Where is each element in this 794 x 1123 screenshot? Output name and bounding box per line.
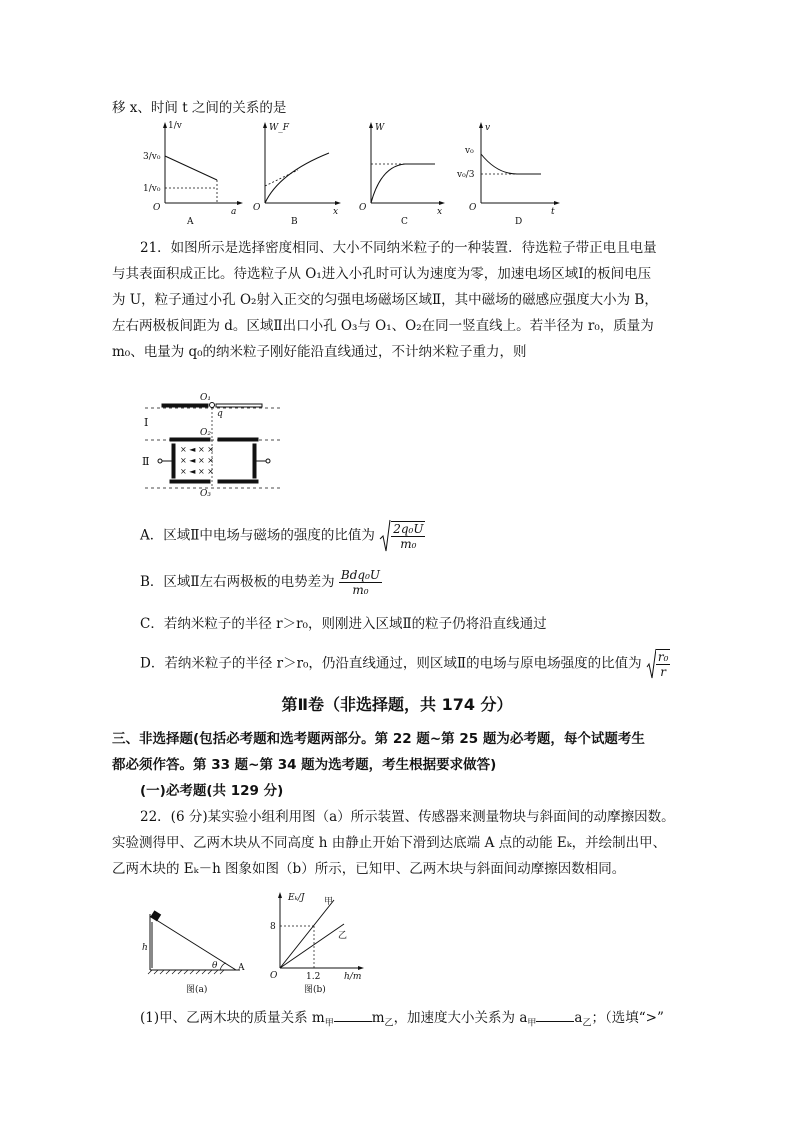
q21-option-a: A．区域Ⅱ中电场与磁场的强度的比值为 $\frac{\text{2q₀U}}{\text{m₀}}$ <box>140 519 425 553</box>
sqrt-icon: $\frac{\text{2q₀U}}{\text{m₀}}$ <box>379 519 425 553</box>
graph-d-tick-1: v₀ <box>465 146 474 156</box>
svg-text:× ◄ × ×: × ◄ × × <box>180 456 214 465</box>
label-o2: O₂ <box>200 428 211 438</box>
label-region2: Ⅱ <box>142 455 150 468</box>
graph-b-x-label: x <box>333 207 339 217</box>
fig-a-caption: 图(a) <box>186 985 208 995</box>
q22-line-2: 实验测得甲、乙两木块从不同高度 h 由静止开始下滑到达底端 A 点的动能 Eₖ，并绘制出甲、 <box>112 835 667 851</box>
fig-b-tick-x: 1.2 <box>306 972 321 982</box>
graph-c <box>359 122 445 227</box>
fig-b-y-label: Eₖ/J <box>288 893 305 903</box>
label-q: q <box>217 409 223 419</box>
graph-a-tick-1: 3/v₀ <box>143 152 161 162</box>
svg-text:O: O <box>270 971 278 981</box>
graph-d-y-label: v <box>485 123 491 133</box>
section-intro-2: 都必须作答。第 33 题~第 34 题为选考题，考生根据要求做答) <box>112 757 497 773</box>
graph-a-y-label: 1/v <box>168 121 182 131</box>
sqrt-icon: $\frac{\text{r₀}}{r}$ <box>646 648 671 680</box>
section-title: 第Ⅱ卷（非选择题，共 174 分） <box>281 695 513 714</box>
q22-line-3: 乙两木块的 Eₖ－h 图象如图（b）所示，已知甲、乙两木块与斜面间动摩擦因数相同。 <box>112 861 626 877</box>
fig-a-h: h <box>142 943 148 953</box>
fig-a-A: A <box>238 963 245 973</box>
graph-c-y-label: W <box>375 123 385 133</box>
svg-text:× ◄ × ×: × ◄ × × <box>180 467 214 476</box>
graph-options-figure <box>135 118 565 230</box>
fig-a-theta: θ <box>212 961 218 971</box>
graph-b-label: B <box>291 217 298 227</box>
q21-line-5: m₀、电量为 q₀的纳米粒子刚好能沿直线通过，不计纳米粒子重力，则 <box>112 344 527 360</box>
label-o3: O₃ <box>200 489 211 499</box>
q21-apparatus-figure <box>140 388 290 500</box>
fig-b-tick-y: 8 <box>270 922 276 932</box>
graph-a <box>143 121 243 227</box>
graph-d-tick-2: v₀/3 <box>457 170 475 180</box>
q21-line-2: 与其表面积成正比。待选粒子从 O₁进入小孔时可认为速度为零，加速电场区域Ⅰ的板间电压 <box>112 266 652 282</box>
q21-line-3: 为 U，粒子通过小孔 O₂射入正交的匀强电场磁场区域Ⅱ，其中磁场的磁感应强度大小为 B， <box>112 292 658 308</box>
question-continuation-text: 移 x、时间 t 之间的关系的是 <box>112 100 287 116</box>
q21-line-1: 21．如图所示是选择密度相同、大小不同纳米粒子的一种装置．待选粒子带正电且电量 <box>140 240 657 256</box>
section-intro-1: 三、非选择题(包括必考题和选考题两部分。第 22 题~第 25 题为必考题，每个试题考生 <box>112 731 645 747</box>
graph-d-label: D <box>515 217 523 227</box>
svg-text:O: O <box>359 203 367 213</box>
q21-option-d: D．若纳米粒子的半径 r＞r₀，仍沿直线通过，则区域Ⅱ的电场与原电场强度的比值为 $\frac{\text{r₀}}{r}$ <box>140 650 669 679</box>
fig-b-yi: 乙 <box>338 931 348 941</box>
answer-blank-2[interactable] <box>536 1009 574 1022</box>
graph-a-x-label: a <box>231 207 237 217</box>
label-o1: O₁ <box>200 393 211 403</box>
graph-c-x-label: x <box>437 207 443 217</box>
graph-a-tick-2: 1/v₀ <box>143 184 161 194</box>
svg-text:× ◄ × ×: × ◄ × × <box>180 445 214 454</box>
q22-fig-a <box>140 908 250 1000</box>
q22-line-1: 22．(6 分)某实验小组利用图（a）所示装置、传感器来测量物块与斜面间的动摩擦因数。 <box>140 809 675 825</box>
svg-text:O: O <box>469 203 477 213</box>
label-region1: Ⅰ <box>144 416 149 429</box>
q22-fig-b <box>262 890 372 1000</box>
graph-b <box>253 122 341 227</box>
q21-option-b: B．区域Ⅱ左右两极板的电势差为 $\frac{\text{Bdq₀U}}{\text{m₀}}$ <box>140 568 381 597</box>
svg-text:O: O <box>153 203 161 213</box>
graph-d <box>456 122 560 227</box>
graph-c-label: C <box>401 217 408 227</box>
required-title: (一)必考题(共 129 分) <box>140 783 284 799</box>
answer-blank-1[interactable] <box>334 1009 372 1022</box>
fig-b-jia: 甲 <box>324 897 334 907</box>
graph-a-label: A <box>187 217 194 227</box>
graph-d-x-label: t <box>551 207 555 217</box>
q21-option-c: C．若纳米粒子的半径 r＞r₀，则刚进入区域Ⅱ的粒子仍将沿直线通过 <box>140 616 547 632</box>
fig-b-caption: 图(b) <box>304 985 326 995</box>
fig-b-x-label: h/m <box>344 972 362 982</box>
svg-text:O: O <box>253 203 261 213</box>
graph-b-y-label: W_F <box>269 123 289 133</box>
q21-line-4: 左右两极板间距为 d。区域Ⅱ出口小孔 O₃与 O₁、O₂在同一竖直线上。若半径为 r₀，质量为 <box>112 318 654 334</box>
q22-sub1: (1)甲、乙两木块的质量关系 $m_甲$ $m_乙$，加速度大小关系为 $a_甲$ $a_乙$；（选填“>” <box>140 1010 664 1029</box>
